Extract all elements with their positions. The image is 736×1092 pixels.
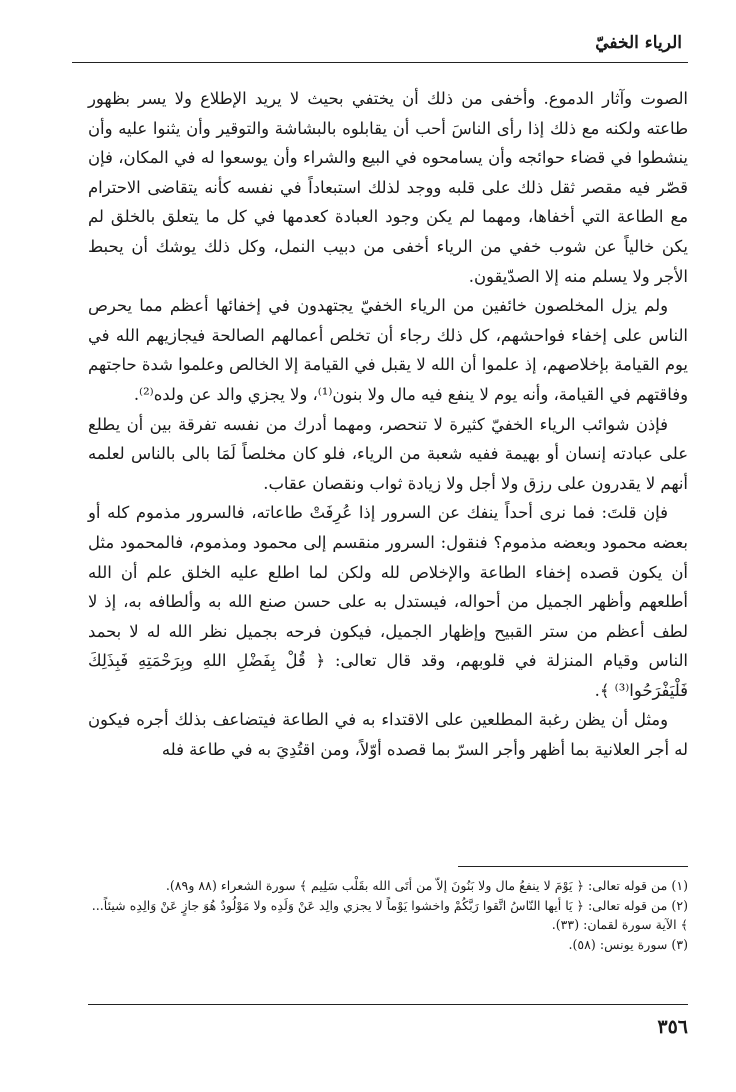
paragraph-4: فإن قلتَ: فما نرى أحداً ينفك عن السرور إذا عُرِفَتْ طاعاته، فالسرور مذموم كله أو بعضه محمود وبعضه مذموم؟ فنقول: السرور منقسم إلى محمود ومذموم، فالمحمود مثل أن يكون قصده إخفاء الطاعة والإخلاص لله ولكن لما اطلع عليه الخلق علم أن الله أطلعهم وأظهر الجميل من أحواله، فيستدل به على حسن صنع الله به وألطافه به، إذ لا لطف أعظم من ستر القبيح وإظهار الجميل، فيكون فرحه بجميل نظر الله له لا بحمد الناس وقيام المنزلة في قلوبهم، وقد قال تعالى: ﴿ قُلْ بِفَضْلِ اللهِ وبِرَحْمَتِهِ فَبِذَلِكَ فَلْيَفْرَحُوا⁽³⁾ ﴾.	[88, 503, 688, 700]
footnote-1: (١) من قوله تعالى: ﴿ يَوْمَ لا ينفعُ مال ولا بَنُونَ إلاّ من أتَى الله بقَلْب سَلِيم ﴾ سورة الشعراء (٨٨ و٨٩).	[165, 878, 688, 893]
paragraph-3: فإذن شوائب الرياء الخفيّ كثيرة لا تنحصر، ومهما أدرك من نفسه تفرقة بين أن يطلع على عبادته إنسان أو بهيمة ففيه شعبة من الرياء، فلو كان مخلصاً لَمَا بالى بالناس لعلمه أنهم لا يقدرون على رزق ولا أجل ولا زيادة ثواب ونقصان عقاب.	[88, 414, 688, 493]
paragraph-1: الصوت وآثار الدموع. وأخفى من ذلك أن يختفي بحيث لا يريد الإطلاع ولا يسر بظهور طاعته ولكنه مع ذلك إذا رأى الناسَ أحب أن يقابلوه بالبشاشة والتوقير وأن يثنوا عليه وأن ينشطوا في قضاء حوائجه وأن يسامحوه في البيع والشراء وأن يوسعوا له في المكان، فإن قصّر فيه مقصر ثقل ذلك على قلبه ووجد لذلك استبعاداً في نفسه كأنه يتقاضى الاحترام مع الطاعة التي أخفاها، ومهما لم يكن وجود العبادة كعدمها في كل ما يتعلق بالخلق لم يكن خالياً عن شوب خفي من الرياء أخفى من دبيب النمل، وكل ذلك يوشك أن يحبط الأجر ولا يسلم منه إلا الصدّيقون.	[88, 89, 688, 286]
footnote-2: (٢) من قوله تعالى: ﴿ يَا أيها النّاسُ اتَّقوا رَبَّكُمْ واخشوا يَوْماً لا يجزي والِد عَنْ وَلَدِه ولا مَوْلُودٌ هُوَ جازٍ عَنْ وَالِدِه شيئاً... ﴾ الآية سورة لقمان: (٣٣).	[91, 897, 688, 932]
footnote-divider	[458, 866, 688, 867]
page-number: ٣٥٦	[657, 1016, 688, 1038]
main-text	[88, 84, 688, 765]
running-title: الرياء الخفيّ	[595, 33, 682, 53]
paragraph-2: ولم يزل المخلصون خائفين من الرياء الخفيّ يجتهدون في إخفائها أعظم مما يحرص الناس على إخفاء فواحشهم، كل ذلك رجاء أن تخلص أعمالهم الصالحة فيجازيهم الله في يوم القيامة بإخلاصهم، إذ علموا أن الله لا يقبل في القيامة إلا الخالص وعلموا شدة حاجتهم وفاقتهم في القيامة، وأنه يوم لا ينفع فيه مال ولا بنون⁽¹⁾، ولا يجزي والد عن ولده⁽²⁾.	[88, 296, 688, 404]
footnotes	[88, 876, 688, 954]
footnote-3: (٣) سورة يونس: (٥٨).	[568, 936, 688, 952]
paragraph-5: ومثل أن يظن رغبة المطلعين على الاقتداء به في الطاعة فيتضاعف بذلك أجره فيكون له أجر العلانية بما أظهر وأجر السرّ بما قصده أوّلاً، ومن اقتُدِيَ به في طاعة فله	[88, 710, 688, 760]
header-divider	[72, 62, 688, 63]
footer-divider	[88, 1004, 688, 1005]
